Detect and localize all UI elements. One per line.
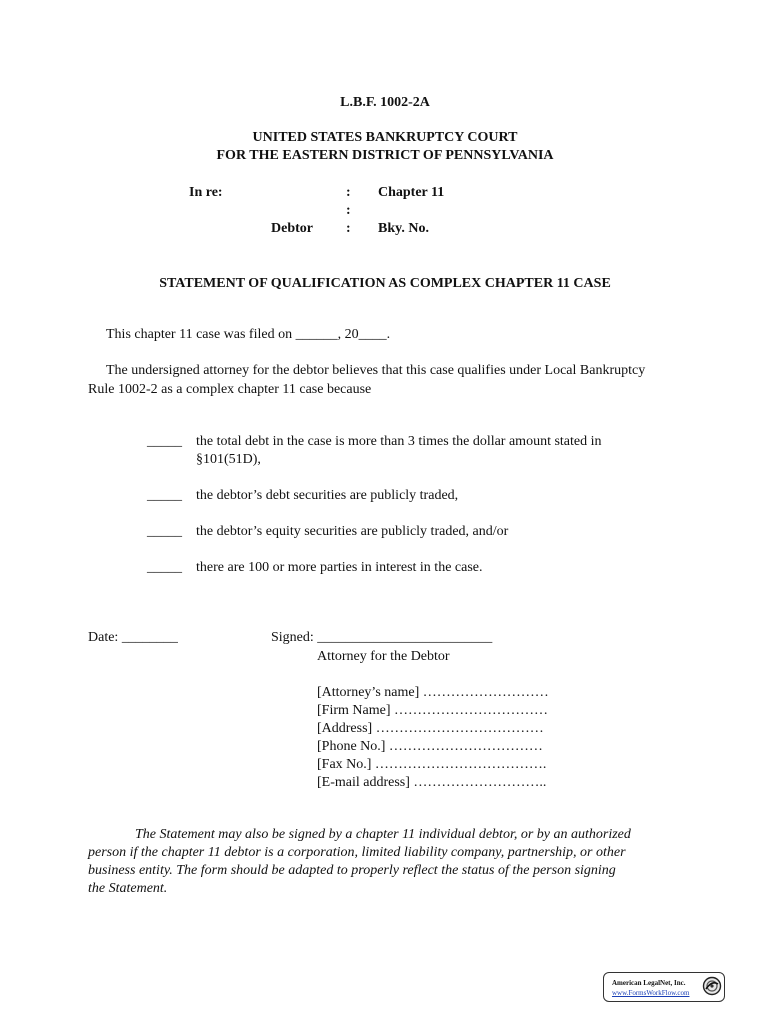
document-title: STATEMENT OF QUALIFICATION AS COMPLEX CHAPTER 11 CASE [159, 276, 611, 291]
bky-no-label: Bky. No. [378, 221, 429, 236]
footer-url-link[interactable]: www.FormsWorkFlow.com [612, 989, 690, 997]
fax-line: [Fax No.] ………………………………. [317, 757, 547, 772]
option-text-1-cont: §101(51D), [196, 452, 261, 467]
debtor-label: Debtor [271, 221, 313, 236]
option-text-2: the debtor’s debt securities are publicly traded, [196, 488, 459, 503]
option-blank-4[interactable]: _____ [147, 560, 182, 575]
intro-line-2: Rule 1002-2 as a complex chapter 11 case because [88, 382, 372, 397]
in-re-label: In re: [189, 185, 223, 200]
intro-line-1: The undersigned attorney for the debtor believes that this case qualifies under Local Bankruptcy [106, 363, 646, 378]
caption-colon-3: : [346, 221, 351, 236]
globe-logo-icon [702, 976, 722, 996]
caption-colon-1: : [346, 185, 351, 200]
footer-badge [603, 972, 725, 1002]
phone-line: [Phone No.] …………………………… [317, 739, 543, 754]
signed-field[interactable]: Signed: _________________________ [271, 630, 493, 645]
option-blank-3[interactable]: _____ [147, 524, 182, 539]
option-blank-2[interactable]: _____ [147, 488, 182, 503]
firm-name-line: [Firm Name] …………………………… [317, 703, 548, 718]
note-line-2: person if the chapter 11 debtor is a corporation, limited liability company, partnership, or other [88, 845, 626, 860]
note-line-1: The Statement may also be signed by a chapter 11 individual debtor, or by an authorized [135, 827, 631, 842]
signer-role: Attorney for the Debtor [317, 649, 450, 664]
filed-date-line: This chapter 11 case was filed on ______, 20____. [106, 327, 391, 342]
caption-colon-2: : [346, 203, 351, 218]
form-id: L.B.F. 1002-2A [340, 95, 430, 110]
date-field[interactable]: Date: ________ [88, 630, 178, 645]
note-line-3: business entity. The form should be adapted to properly reflect the status of the person signing [88, 863, 616, 878]
court-name-line1: UNITED STATES BANKRUPTCY COURT [252, 130, 518, 145]
option-blank-1[interactable]: _____ [147, 434, 182, 449]
option-text-3: the debtor’s equity securities are publicly traded, and/or [196, 524, 509, 539]
court-name-line2: FOR THE EASTERN DISTRICT OF PENNSYLVANIA [216, 148, 554, 163]
footer-company: American LegalNet, Inc. [612, 979, 686, 987]
chapter-label: Chapter 11 [378, 185, 445, 200]
attorney-name-line: [Attorney’s name] ……………………… [317, 685, 549, 700]
note-line-4: the Statement. [88, 881, 168, 896]
option-text-1: the total debt in the case is more than 3 times the dollar amount stated in [196, 434, 602, 449]
email-line: [E-mail address] ……………………….. [317, 775, 547, 790]
address-line: [Address] ……………………………… [317, 721, 544, 736]
option-text-4: there are 100 or more parties in interest in the case. [196, 560, 483, 575]
